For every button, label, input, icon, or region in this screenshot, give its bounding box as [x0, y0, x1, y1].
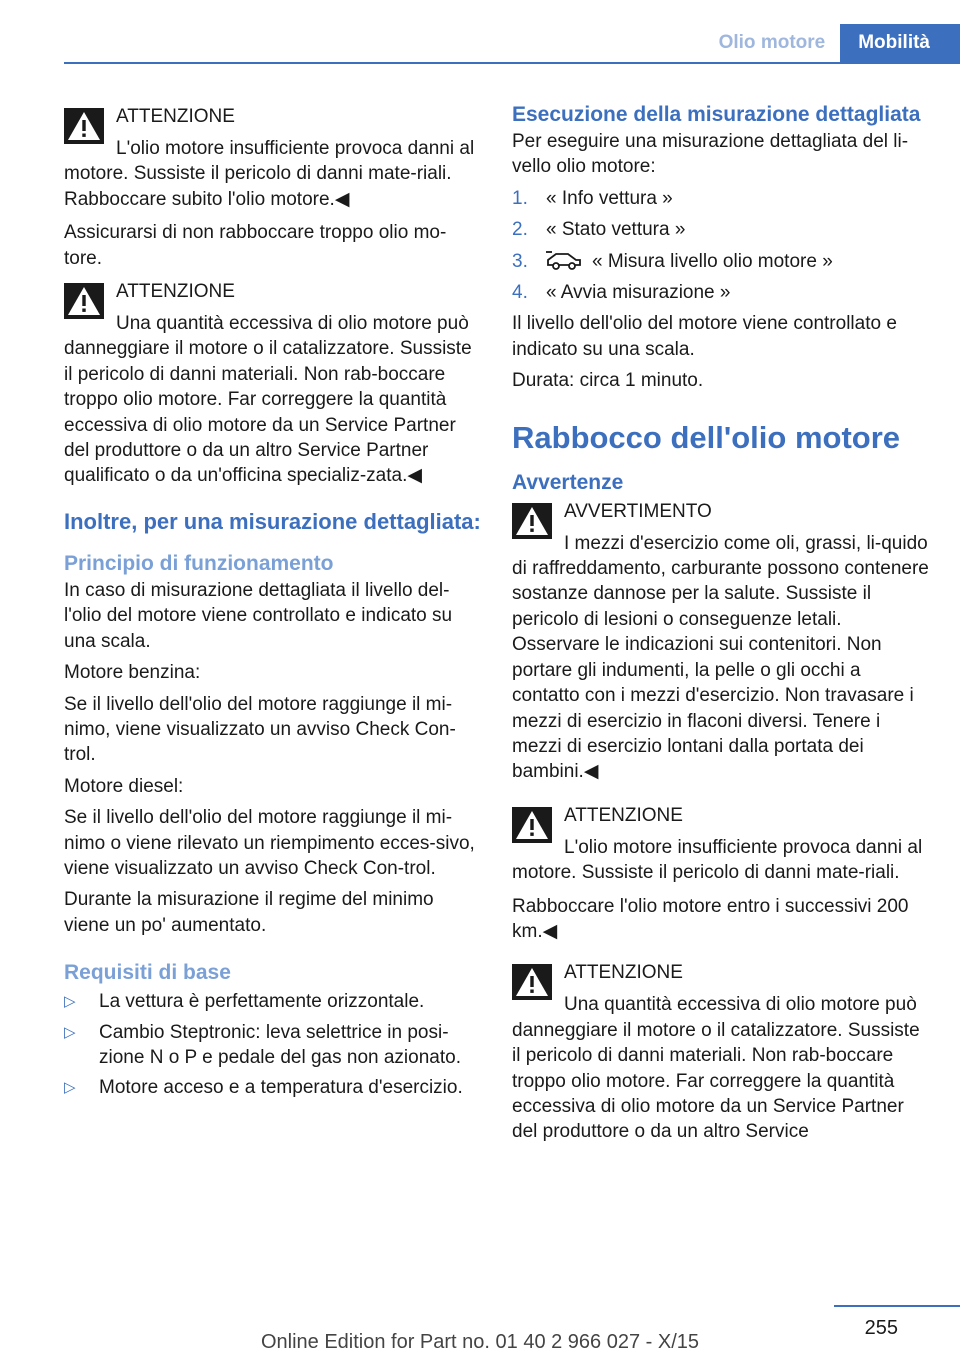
steps-list: [512, 186, 932, 306]
warning-block: [512, 958, 932, 1144]
warning-block: [64, 102, 482, 212]
triangle-bullet-icon: ▷: [64, 993, 76, 1011]
paragraph: Durante la misurazione il regime del minimo viene un po' aumentato.: [64, 889, 434, 936]
step-item: [512, 280, 932, 305]
warning-title: AVVERTIMENTO: [564, 500, 712, 522]
paragraph: Assicurarsi di non rabboccare troppo olio mo‐tore.: [64, 222, 447, 269]
step-item: [512, 217, 932, 242]
warning-triangle-icon: [512, 807, 552, 843]
list-item: [64, 989, 482, 1014]
paragraph: Motore benzina:: [64, 662, 201, 684]
right-column: [512, 102, 932, 1153]
warning-text: Una quantità eccessiva di olio motore può danneggiare il motore o il catalizzatore. Sussiste il pericolo di danni materiali. Non rab‐boccare troppo olio motore. Far correggere la quantità eccessiva di olio motore da un Service Partner del produttore o da un altro Service: [512, 994, 920, 1143]
warning-title: ATTENZIONE: [116, 281, 235, 303]
paragraph: Rabboccare l'olio motore entro i successivi 200 km.◀: [512, 895, 909, 942]
warning-title: ATTENZIONE: [564, 804, 683, 826]
step-text: « Stato vettura »: [546, 219, 686, 241]
paragraph: In caso di misurazione dettagliata il livello del‐l'olio del motore viene controllato e indicato su una scala.: [64, 579, 453, 652]
chapter-tabs: [704, 24, 960, 62]
list-item: [64, 1075, 482, 1100]
section-heading: Inoltre, per una misurazione dettagliata:: [64, 508, 481, 534]
step-item: [512, 249, 932, 274]
warning-text: Una quantità eccessiva di olio motore può danneggiare il motore o il catalizzatore. Sussiste il pericolo di danni materiali. Non rab‐boccare troppo olio motore. Far correggere la quantità eccessiva di olio motore da un Service Partner del produttore o da un altro Service Partner qualificato o da un'officina specializ‐zata.◀: [64, 313, 472, 487]
paragraph: Per eseguire una misurazione dettagliata del li‐vello olio motore:: [512, 131, 909, 178]
warning-block: [512, 801, 932, 886]
footer-rule: [834, 1305, 960, 1307]
step-number: 1.: [512, 187, 528, 209]
warning-text: L'olio motore insufficiente provoca danni al motore. Sussiste il pericolo di danni mate‐riali. Rabboccare subito l'olio motore.◀: [64, 138, 475, 210]
step-number: 4.: [512, 282, 528, 304]
step-number: 3.: [512, 250, 528, 272]
warning-triangle-icon: [64, 108, 104, 144]
paragraph: Durata: circa 1 minuto.: [512, 370, 704, 392]
warning-text: L'olio motore insufficiente provoca danni al motore. Sussiste il pericolo di danni mate‐riali.: [512, 836, 923, 884]
warning-triangle-icon: [512, 503, 552, 539]
step-text: « Avvia misurazione »: [546, 282, 731, 304]
warning-triangle-icon: [512, 964, 552, 1000]
subsection-heading: Requisiti di base: [64, 961, 231, 985]
warning-block: [512, 497, 932, 785]
step-item: [512, 186, 932, 211]
step-number: 2.: [512, 219, 528, 241]
warning-title: ATTENZIONE: [116, 106, 235, 127]
left-column: [64, 102, 482, 1106]
list-item: [64, 1020, 482, 1071]
step-text: « Misura livello olio motore »: [592, 250, 833, 272]
chapter-title: Rabbocco dell'olio motore: [512, 419, 901, 455]
subsection-heading: Principio di funzionamento: [64, 551, 334, 575]
paragraph: Se il livello dell'olio del motore raggiunge il mi‐nimo o viene rilevato un riempimento ecces‐sivo, viene visualizzato un avviso Check Con‐trol.: [64, 807, 475, 879]
header-rule: [64, 62, 960, 64]
warning-text: I mezzi d'esercizio come oli, grassi, li‐quido di raffreddamento, carburante possono contenere sostanze dannose per la salute. Sussiste il pericolo di lesioni o conseguenze letali. Osservare le indicazioni sui contenitori. Non portare gli indumenti, la pelle o gli occhi a contatto con i mezzi d'esercizio. Non travasare i mezzi di esercizio in flaconi diversi. Tenere i mezzi di esercizio lontani dalla portata dei bambini.◀: [512, 532, 929, 783]
edition-footer: Online Edition for Part no. 01 40 2 966 027 - X/15: [260, 1331, 700, 1353]
paragraph: Motore diesel:: [64, 775, 184, 797]
tab-mobilita[interactable]: Mobilità: [840, 24, 960, 62]
step-text: « Info vettura »: [546, 187, 673, 209]
tab-olio-motore[interactable]: Olio motore: [704, 24, 841, 62]
warning-block: [64, 277, 482, 489]
section-heading: Avvertenze: [512, 470, 624, 494]
list-item-text: La vettura è perfettamente orizzontale.: [99, 991, 425, 1013]
section-heading: Esecuzione della misurazione dettagliata: [512, 103, 921, 126]
list-item-text: Cambio Steptronic: leva selettrice in posi‐zione N o P e pedale del gas non azionato.: [99, 1021, 461, 1068]
vehicle-oil-icon: [546, 250, 582, 270]
paragraph: Il livello dell'olio del motore viene controllato e indicato su una scala.: [512, 313, 897, 360]
list-item-text: Motore acceso e a temperatura d'esercizio.: [99, 1077, 463, 1099]
triangle-bullet-icon: ▷: [64, 1023, 76, 1041]
requirements-list: [64, 989, 482, 1101]
triangle-bullet-icon: ▷: [64, 1079, 76, 1097]
warning-title: ATTENZIONE: [564, 962, 683, 984]
paragraph: Se il livello dell'olio del motore raggiunge il mi‐nimo, viene visualizzato un avviso Check Con‐trol.: [64, 693, 456, 766]
page-number: 255: [864, 1317, 898, 1339]
warning-triangle-icon: [64, 283, 104, 319]
